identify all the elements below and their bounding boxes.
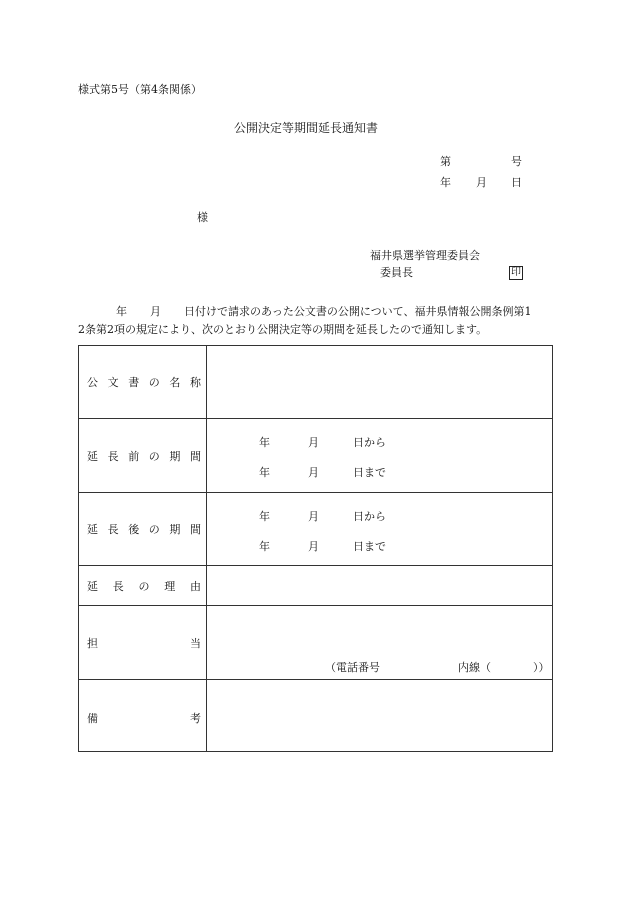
extension-label: 内線（ xyxy=(458,661,491,674)
from-month: 月 xyxy=(308,436,319,449)
phone-label: （電話番号 xyxy=(325,661,380,674)
label-chars xyxy=(87,578,201,594)
label-contact xyxy=(79,606,207,680)
label-reason xyxy=(79,566,207,606)
value-period-before[interactable] xyxy=(207,419,553,493)
body-year: 年 xyxy=(116,305,127,318)
label-period-after xyxy=(79,493,207,566)
label-char: 間 xyxy=(189,449,201,463)
label-char: 書 xyxy=(128,376,140,389)
body-line1: 日付けで請求のあった公文書の公開について、福井県情報公開条例第1 xyxy=(184,305,532,318)
sender-org: 福井県選挙管理委員会 xyxy=(370,249,480,262)
from-day: 日から xyxy=(353,436,386,449)
label-char: 備 xyxy=(87,712,98,725)
label-char: 称 xyxy=(189,376,201,389)
to-day: 日まで xyxy=(353,466,386,479)
label-char: 公 xyxy=(87,376,98,389)
to-month: 月 xyxy=(308,540,319,553)
sender-role: 委員長 xyxy=(380,266,413,279)
label-char: 文 xyxy=(107,376,119,389)
form-number: 様式第5号（第4条関係） xyxy=(78,83,202,96)
value-remarks[interactable] xyxy=(207,680,553,752)
label-char: 名 xyxy=(169,376,181,389)
label-char: 期 xyxy=(169,449,181,463)
seal-mark xyxy=(509,266,523,280)
row-contact xyxy=(79,606,553,680)
to-year: 年 xyxy=(259,466,270,479)
seal-stamp: 印 xyxy=(511,267,521,278)
document-title: 公開決定等期間延長通知書 xyxy=(234,121,379,135)
label-char: 前 xyxy=(128,449,140,463)
date-month: 月 xyxy=(476,176,487,189)
body-month: 月 xyxy=(150,305,161,318)
body-line2: 2条第2項の規定により、次のとおり公開決定等の期間を延長したので通知します。 xyxy=(78,323,488,336)
row-reason xyxy=(79,566,553,606)
label-char: 長 xyxy=(107,449,119,463)
date-day: 日 xyxy=(511,176,522,189)
to-month: 月 xyxy=(308,466,319,479)
label-char: の xyxy=(138,579,150,593)
label-char: 延 xyxy=(87,579,98,593)
number-suffix: 号 xyxy=(511,155,522,168)
number-label: 第 xyxy=(440,155,451,168)
label-char: 延 xyxy=(87,449,98,463)
label-char: 長 xyxy=(112,579,124,593)
extension-close: ）） xyxy=(533,661,550,674)
label-char: 担 xyxy=(87,637,98,650)
from-month: 月 xyxy=(308,510,319,523)
label-char: の xyxy=(148,376,160,389)
value-reason[interactable] xyxy=(207,566,553,606)
label-char: 理 xyxy=(164,579,176,593)
value-contact[interactable] xyxy=(207,606,553,680)
row-period-before xyxy=(79,419,553,493)
label-char: 間 xyxy=(189,523,201,536)
label-chars xyxy=(87,374,201,390)
row-period-after xyxy=(79,493,553,566)
label-char: の xyxy=(148,449,160,463)
label-period-before xyxy=(79,419,207,493)
row-document-name xyxy=(79,346,553,419)
label-char: 由 xyxy=(190,579,201,593)
date-year: 年 xyxy=(440,176,451,189)
label-char: 当 xyxy=(190,637,201,650)
label-char: 長 xyxy=(107,523,119,536)
to-day: 日まで xyxy=(353,540,386,553)
from-day: 日から xyxy=(353,510,386,523)
label-char: 期 xyxy=(169,523,181,536)
form-table xyxy=(78,345,553,752)
label-char: 考 xyxy=(190,712,201,725)
label-char: 後 xyxy=(128,523,140,536)
value-period-after[interactable] xyxy=(207,493,553,566)
label-char: の xyxy=(148,523,160,536)
row-remarks xyxy=(79,680,553,752)
label-chars xyxy=(87,521,201,537)
from-year: 年 xyxy=(259,436,270,449)
label-chars xyxy=(87,635,201,651)
label-chars xyxy=(87,448,201,464)
from-year: 年 xyxy=(259,510,270,523)
addressee-sama: 様 xyxy=(197,211,208,224)
label-document-name xyxy=(79,346,207,419)
label-remarks xyxy=(79,680,207,752)
to-year: 年 xyxy=(259,540,270,553)
label-chars xyxy=(87,710,201,726)
label-char: 延 xyxy=(87,523,98,536)
value-document-name[interactable] xyxy=(207,346,553,419)
